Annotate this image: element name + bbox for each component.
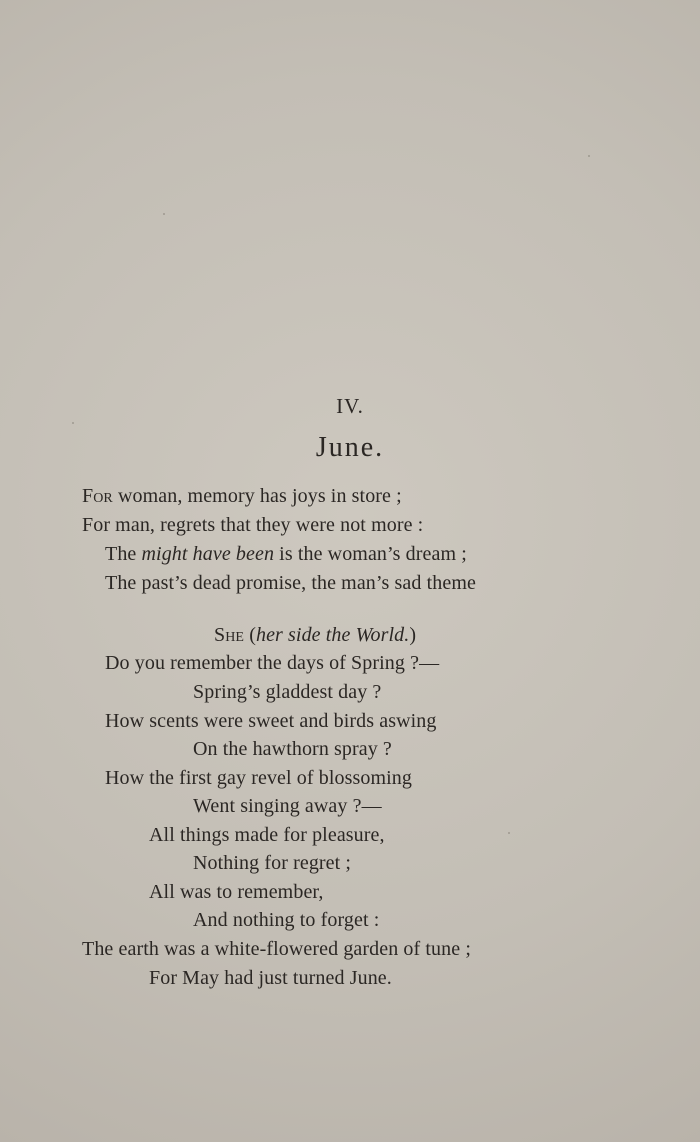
poem-title: June.: [315, 432, 385, 463]
intro-line-4: The past’s dead promise, the man’s sad theme: [105, 572, 476, 594]
paper-speck: [72, 422, 74, 424]
speaker-close-paren: ): [409, 624, 417, 646]
paper-speck: [588, 155, 590, 157]
speaker-note: her side the World.: [255, 624, 410, 646]
intro-line-3-post: is the woman’s dream ;: [274, 543, 467, 565]
verse-line: Spring’s gladdest day ?: [193, 681, 382, 703]
paper-speck: [163, 213, 165, 215]
speaker-name: She: [214, 624, 245, 646]
intro-line-2: For man, regrets that they were not more :: [82, 514, 424, 536]
speaker-heading: [214, 623, 416, 647]
verse-line: On the hawthorn spray ?: [193, 738, 392, 760]
paper-speck: [508, 832, 510, 834]
verse-line: For May had just turned June.: [149, 967, 392, 989]
verse-line: All things made for pleasure,: [149, 824, 385, 846]
verse-line: How scents were sweet and birds aswing: [105, 710, 437, 732]
intro-line-3-italic: might have been: [141, 543, 275, 565]
verse-line: Went singing away ?—: [193, 795, 382, 817]
intro-line-3-pre: The: [105, 543, 142, 565]
section-number: IV.: [336, 394, 364, 418]
verse-line: And nothing to forget :: [193, 909, 380, 931]
verse-line: The earth was a white-flowered garden of tune ;: [82, 938, 471, 960]
verse-line: Nothing for regret ;: [193, 852, 352, 874]
verse-line: Do you remember the days of Spring ?—: [105, 652, 440, 674]
dropcap-word: For: [82, 485, 113, 507]
intro-line-1-text: woman, memory has joys in store ;: [112, 485, 402, 507]
speaker-open-paren: (: [244, 624, 256, 646]
verse-line: All was to remember,: [149, 881, 324, 903]
intro-line-3: [105, 542, 467, 566]
intro-line-1: [82, 484, 402, 508]
verse-line: How the first gay revel of blossoming: [105, 767, 412, 789]
